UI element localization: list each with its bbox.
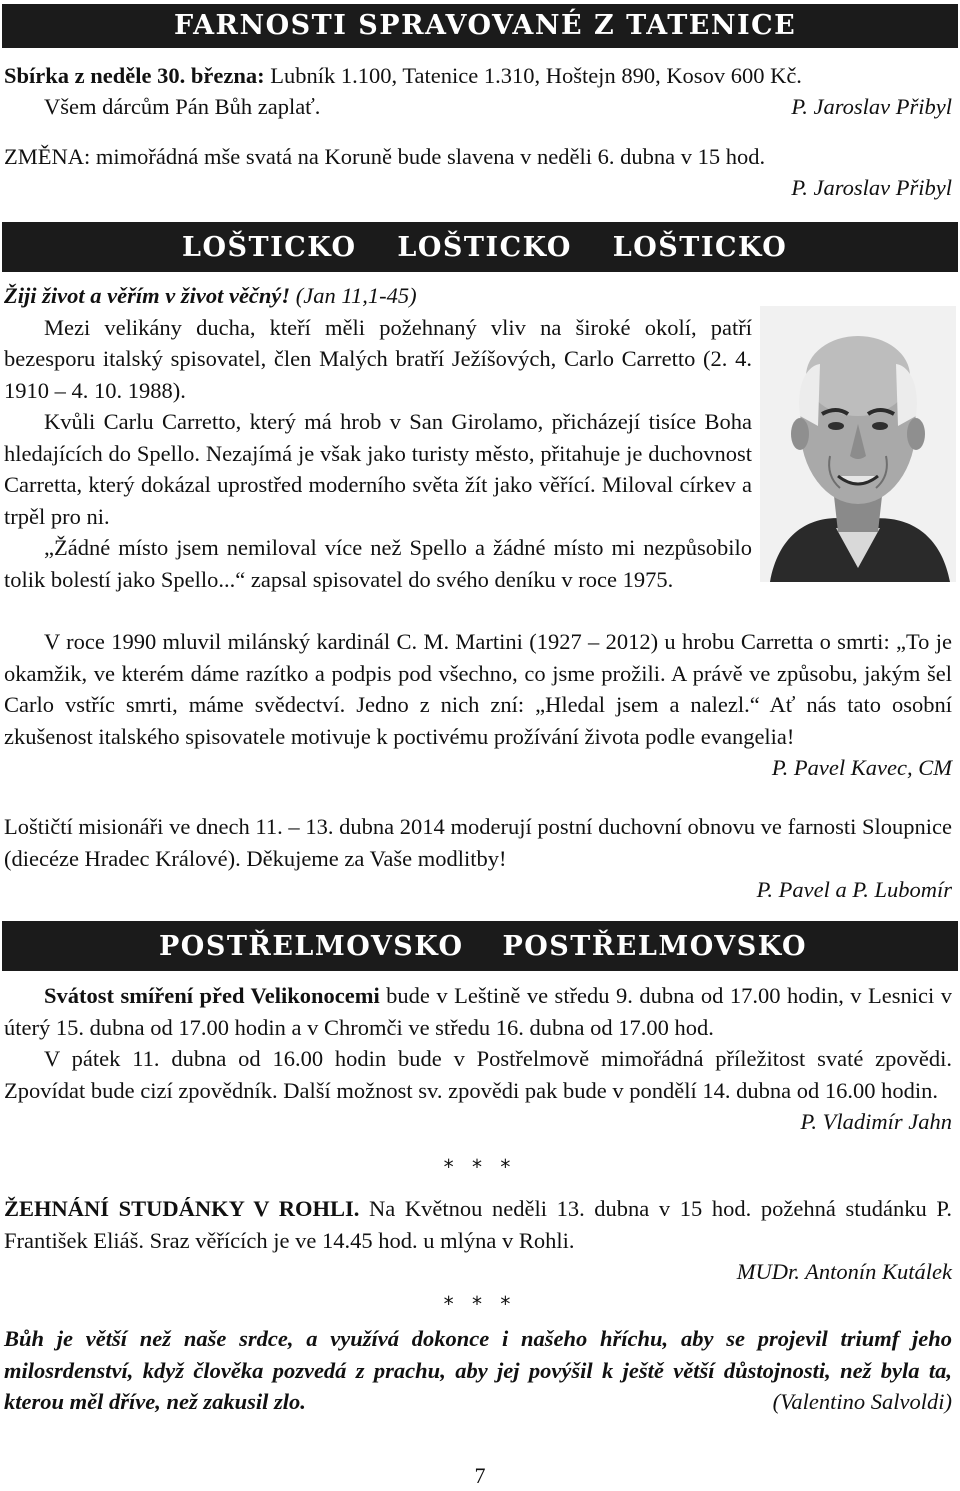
collection-amounts: Lubník 1.100, Tatenice 1.310, Hoštejn 890, Kosov 600 Kč. <box>264 63 802 88</box>
tatenice-change-notice <box>4 141 952 173</box>
signature-antonin-kutalek: MUDr. Antonín Kutálek <box>736 1259 952 1284</box>
quote-author: (Valentino Salvoldi) <box>772 1389 952 1414</box>
quote-block <box>4 1323 952 1418</box>
motto-line <box>4 280 752 312</box>
carlo-carretto-portrait <box>760 306 956 582</box>
carretto-paragraph-2: Kvůli Carlu Carretto, který má hrob v San Girolamo, přicházejí tisíce Boha hledajících do Spello. Nezajímá je však jako turisty město, přitahuje je duchovnost Carretta, který dokázal uprostřed moderního světa žít jako věřící. Miloval církev a trpěl pro ni. <box>4 409 752 529</box>
martini-paragraph-block <box>4 626 952 784</box>
carretto-paragraph-1: Mezi velikány ducha, kteří měli požehnaný vliv na široké okolí, patří bezesporu italský spisovatel, člen Malých bratří Ježíšových, Carlo Carretto (2. 4. 1910 – 4. 10. 1988). <box>4 314 752 403</box>
quote-text: Bůh je větší než naše srdce, a využívá dokonce i našeho hříchu, aby se projevil triumf jeho milosrdenství, když člověka pozvedá z prachu, aby jej povýšil k ještě větší důstojnosti, než byla ta, kterou měl dříve, než zakusil zlo. <box>4 1326 952 1414</box>
thanks-text: Všem dárcům Pán Bůh zaplať. <box>44 94 321 119</box>
collection-lead: Sbírka z neděle 30. března: <box>4 63 265 88</box>
confession-lead: Svátost smíření před Velikonocemi <box>44 983 380 1008</box>
section-header-losticko: LOŠTICKO LOŠTICKO LOŠTICKO <box>2 222 958 272</box>
tatenice-thanks-line <box>4 91 952 123</box>
tatenice-collection <box>4 60 952 92</box>
page-number: 7 <box>474 1463 486 1488</box>
carretto-paragraph-3: „Žádné místo jsem nemiloval více než Spello a žádné místo mi nezpůsobilo tolik bolestí jako Spello...“ zapsal spisovatel do svého deníku v roce 1975. <box>4 535 752 592</box>
quote-paragraph <box>4 1323 952 1418</box>
spring-text: Na Květnou neděli 13. dubna v 15 hod. požehná studánku P. František Eliáš. Sraz věřících je ve 14.45 hod. u mlýna v Rohli. <box>4 1196 952 1253</box>
spring-lead: ŽEHNÁNÍ STUDÁNKY V ROHLI. <box>4 1196 360 1221</box>
signature-pavel-kavec: P. Pavel Kavec, CM <box>771 755 952 780</box>
losticko-article <box>4 280 752 595</box>
separator-stars-1: * * * <box>443 1155 517 1179</box>
confession-paragraph <box>4 980 952 1043</box>
friday-text: V pátek 11. dubna od 16.00 hodin bude v Postřelmově mimořádná příležitost svaté zpovědi. Zpovídat bude cizí zpovědník. Další možnost sv. zpovědi pak bude v pondělí 14. dubna od 16.00 hodin. <box>4 1046 952 1103</box>
friday-paragraph <box>4 1043 952 1138</box>
signature-jaroslav-1: P. Jaroslav Přibyl <box>791 94 952 119</box>
spring-paragraph <box>4 1193 952 1256</box>
section-header-tatenice: FARNOSTI SPRAVOVANÉ Z TATENICE <box>2 4 958 48</box>
signature-vladimir-jahn: P. Vladimír Jahn <box>800 1109 952 1134</box>
missionaries-block <box>4 811 952 906</box>
missionaries-paragraph: Loštičtí misionáři ve dnech 11. – 13. dubna 2014 moderují postní duchovní obnovu ve farnosti Sloupnice (diecéze Hradec Králové). Děkujeme za Vaše modlitby! <box>4 814 952 871</box>
signature-pavel-lubomir: P. Pavel a P. Lubomír <box>756 877 952 902</box>
motto-reference: (Jan 11,1-45) <box>290 283 417 308</box>
confession-block <box>4 980 952 1138</box>
section-header-postrelmovsko: POSTŘELMOVSKO POSTŘELMOVSKO <box>2 921 958 971</box>
motto: Žiji život a věřím v život věčný! <box>4 283 291 308</box>
spring-blessing-block <box>4 1193 952 1288</box>
change-notice-text: ZMĚNA: mimořádná mše svatá na Koruně bude slavena v neděli 6. dubna v 15 hod. <box>4 144 766 169</box>
martini-paragraph <box>4 626 952 784</box>
martini-text: V roce 1990 mluvil milánský kardinál C. M. Martini (1927 – 2012) u hrobu Carretta o smrti: „To je okamžik, ve kterém dáme razítko a podpis pod všechno, co jsme prožili. A právě ve způsobu, jakým šel Carlo vstříc smrti, máme svědectví. Jedno z nich zní: „Hledal jsem a nalezl.“ Ať nás tato osobní zkušenost italského spisovatele motivuje k poctivému prožívání života podle evangelia! <box>4 629 952 749</box>
confession-text: bude v Leštině ve středu 9. dubna od 17.00 hodin, v Lesnici v úterý 15. dubna od 17.00 hodin a v Chromči ve středu 16. dubna od 17.00 hod. <box>4 983 952 1040</box>
separator-stars-2: * * * <box>443 1292 517 1316</box>
signature-jaroslav-2 <box>4 172 952 204</box>
signature-jaroslav-2-text: P. Jaroslav Přibyl <box>791 175 952 200</box>
